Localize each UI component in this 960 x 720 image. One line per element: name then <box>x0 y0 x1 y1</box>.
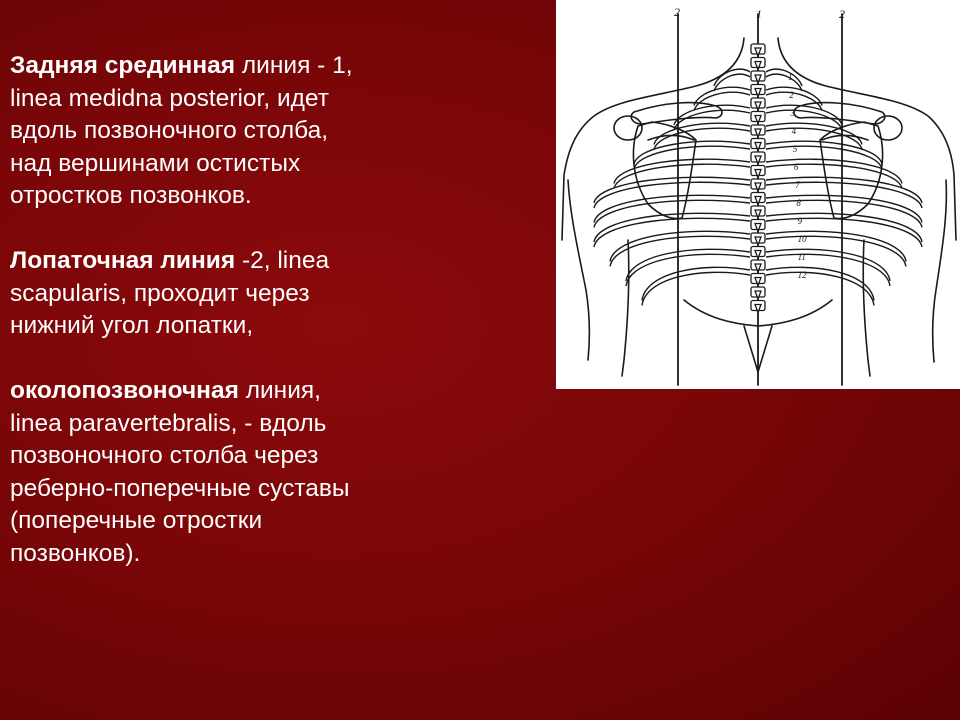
spinous-process <box>755 116 761 124</box>
text-line: над вершинами остистых <box>10 149 301 177</box>
spinous-process <box>755 197 761 205</box>
text-line: позвонков). <box>10 539 141 567</box>
rib-number-label: 6 <box>794 162 799 172</box>
left-waist-outline <box>622 240 629 376</box>
text-line: нижний угол лопатки, <box>10 312 254 339</box>
spinous-process <box>755 264 761 272</box>
rib-3-right <box>766 105 842 125</box>
spinous-process <box>755 143 761 151</box>
rib-number-label: 3 <box>790 108 795 118</box>
spinous-process <box>755 156 761 164</box>
spinous-process <box>755 278 761 286</box>
scapular-line-right-label: 2 <box>839 7 845 21</box>
spinous-process <box>755 89 761 97</box>
rib-number-label: 9 <box>797 216 803 226</box>
rib-number-label: 12 <box>797 270 807 280</box>
text-line: -2, linea <box>235 247 330 274</box>
rib-number-label: 1 <box>788 72 793 82</box>
spinous-process <box>755 305 761 313</box>
rib-7-right <box>766 177 922 203</box>
rib-number-label: 10 <box>797 234 807 244</box>
text-line: отростков позвонков. <box>10 182 252 209</box>
text-line: linea medidna posterior, идет <box>10 84 329 112</box>
rib-3-left <box>674 105 750 125</box>
posterior-median-line-label: 1 <box>756 7 762 21</box>
text-line: linea paravertebralis, - вдоль <box>10 409 327 437</box>
right-arm-outline <box>933 180 947 362</box>
spinous-process <box>755 291 761 299</box>
spinous-process <box>755 183 761 191</box>
scapular-line-left-label: 2 <box>674 5 680 19</box>
term-scapular-line: Лопаточная линия <box>10 247 236 274</box>
rib-number-label: 2 <box>789 90 794 100</box>
spinous-process <box>755 62 761 70</box>
text-line: реберно-поперечные суставы <box>10 474 350 502</box>
spinous-process <box>755 237 761 245</box>
paragraph-posterior-median-line <box>10 50 555 213</box>
rib-7-left <box>594 177 750 203</box>
rib-number-label: 5 <box>792 144 798 154</box>
spinous-process <box>755 170 761 178</box>
spinous-process <box>755 210 761 218</box>
spinous-process <box>755 129 761 137</box>
right-rib-cage <box>766 69 922 305</box>
text-line: (поперечные отростки <box>10 507 263 534</box>
back-skeleton-drawing <box>556 0 960 389</box>
rib-12-left <box>642 272 750 305</box>
rib-number-label: 8 <box>796 198 801 208</box>
text-line: позвоночного столба через <box>10 442 319 469</box>
text-line: линия, <box>238 377 321 404</box>
back-anatomy-figure <box>556 0 960 389</box>
term-posterior-median-line: Задняя срединная <box>10 52 236 79</box>
spinal-column <box>751 44 765 313</box>
rib-number-label: 11 <box>797 252 806 262</box>
spinous-process <box>755 251 761 259</box>
paragraph-paravertebral-line <box>10 375 555 570</box>
spinous-process <box>755 102 761 110</box>
text-line: scapularis, проходит через <box>10 279 310 307</box>
term-paravertebral-line: околопозвоночная <box>10 377 239 404</box>
rib-number-label: 4 <box>791 126 797 136</box>
text-line: вдоль позвоночного столба, <box>10 117 329 144</box>
spinous-process <box>755 224 761 232</box>
rib-12-right <box>766 272 874 305</box>
paragraph-scapular-line <box>10 245 555 343</box>
left-arm-outline <box>568 180 589 360</box>
spinous-process <box>755 75 761 83</box>
spinous-process <box>755 48 761 56</box>
rib-number-label: 7 <box>795 180 800 190</box>
text-line: линия - 1, <box>235 52 353 79</box>
description-text <box>10 50 555 603</box>
